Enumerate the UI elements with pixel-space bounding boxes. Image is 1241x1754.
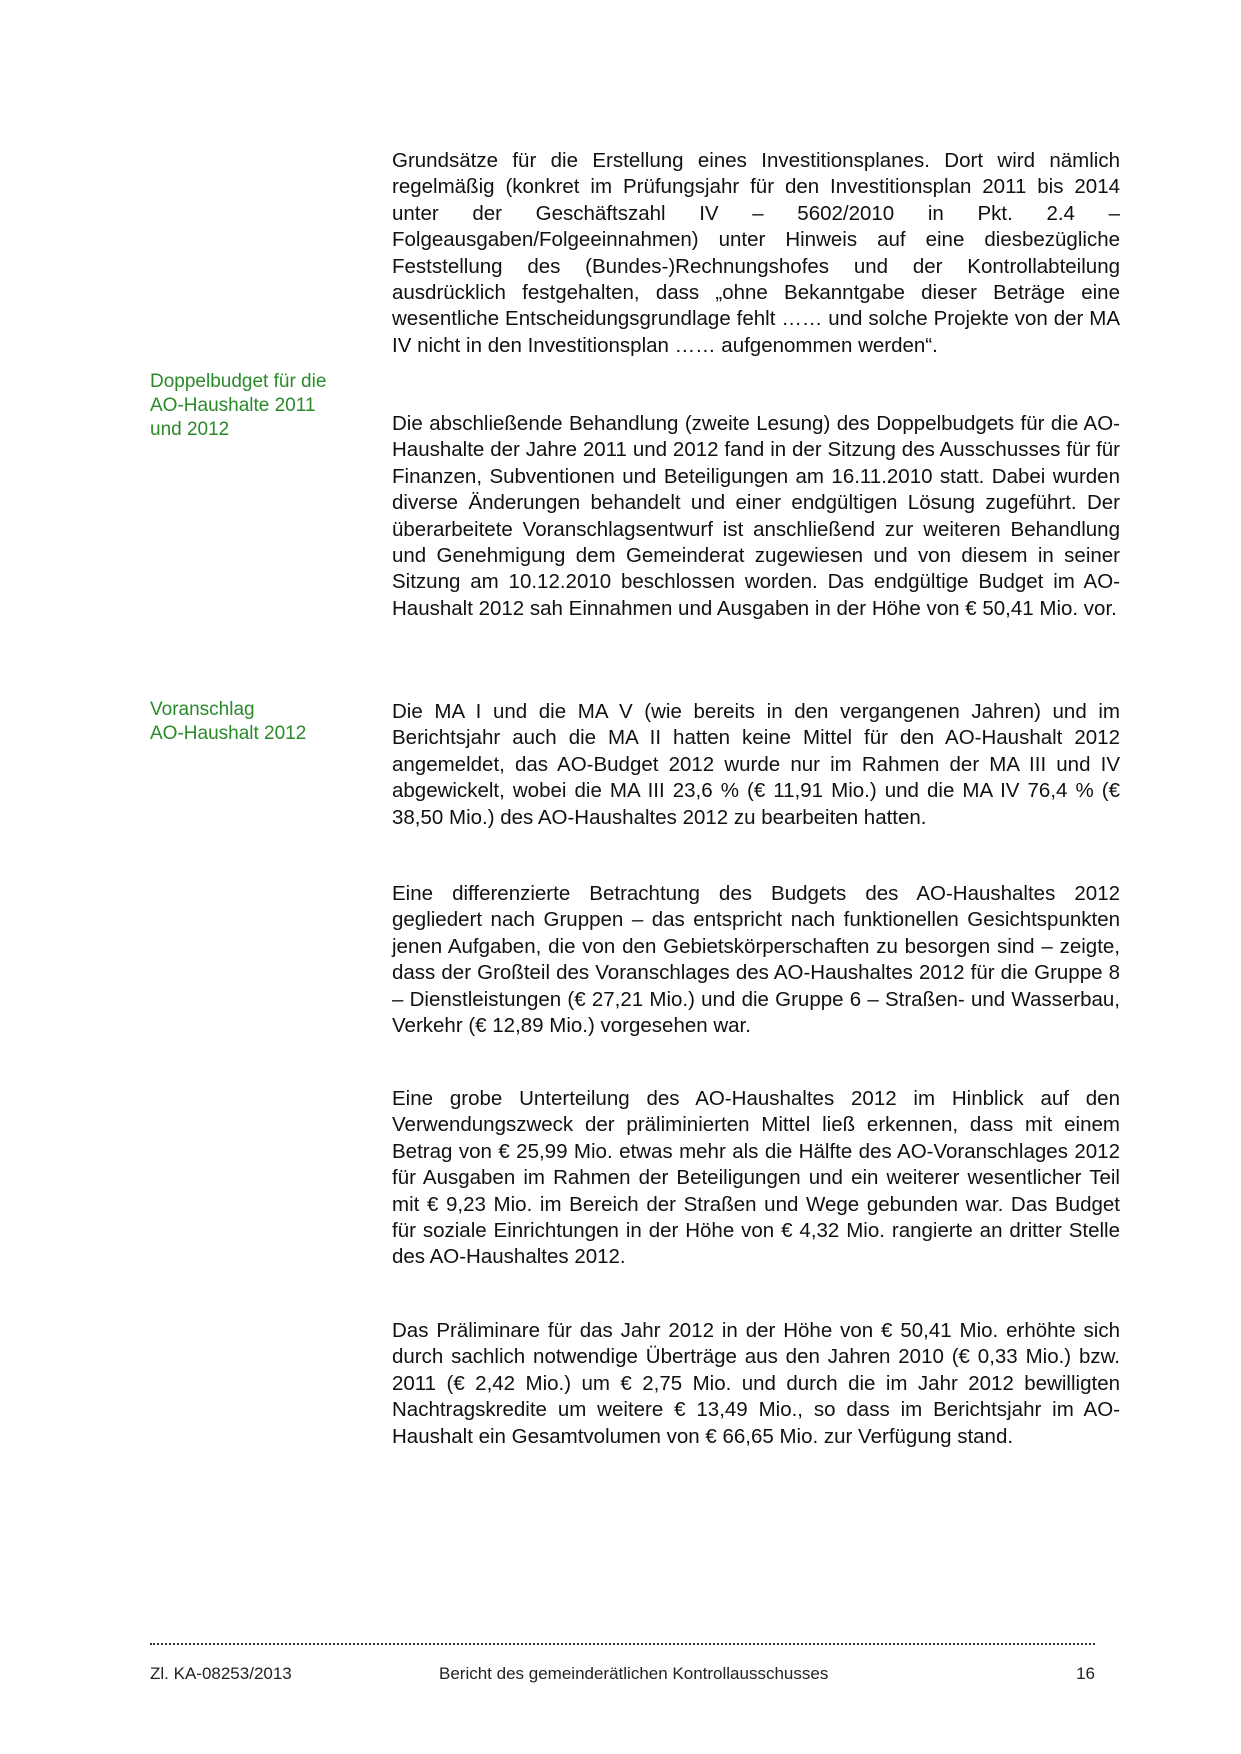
margin-note-doppelbudget bbox=[150, 370, 360, 442]
paragraph-gruppen: Eine differenzierte Betrachtung des Budgets des AO-Haushaltes 2012 gegliedert nach Gruppen – das entspricht nach funktionellen Gesichtspunkten jenen Aufgaben, die von den Gebietskörperschaften zu besorgen sind – zeigte, dass der Großteil des Voranschlages des AO-Haushaltes 2012 für die Gruppe 8 – Dienstleistungen (€ 27,21 Mio.) und die Gruppe 6 – Straßen- und Wasserbau, Verkehr (€ 12,89 Mio.) vorgesehen war. bbox=[392, 882, 1120, 1038]
paragraph-verwendungszweck: Eine grobe Unterteilung des AO-Haushaltes 2012 im Hinblick auf den Verwendungszweck der präliminierten Mittel ließ erkennen, dass mit einem Betrag von € 25,99 Mio. etwas mehr als die Hälfte des AO-Voranschlages 2012 für Ausgaben im Rahmen der Beteiligungen und ein weiterer wesentlicher Teil mit € 9,23 Mio. im Bereich der Straßen und Wege gebunden war. Das Budget für soziale Einrichtungen in der Höhe von € 4,32 Mio. rangierte an dritter Stelle des AO-Haushaltes 2012. bbox=[392, 1087, 1120, 1269]
page-number: 16 bbox=[1076, 1664, 1095, 1683]
paragraph-investitionsplan: Grundsätze für die Erstellung eines Investitionsplanes. Dort wird nämlich regelmäßig (konkret im Prüfungsjahr für den Investitionsplan 2011 bis 2014 unter der Geschäftszahl IV – 5602/2010 in Pkt. 2.4 – Folgeausgaben/Folgeeinnahmen) unter Hinweis auf eine diesbezügliche Feststellung des (Bundes-)Rechnungshofes und der Kontrollabteilung ausdrücklich festgehalten, dass „ohne Bekanntgabe dieser Beträge eine wesentliche Entscheidungsgrundlage fehlt …… und solche Projekte von der MA IV nicht in den Investitionsplan …… aufgenommen werden“. bbox=[392, 149, 1120, 357]
footer-divider bbox=[150, 1643, 1095, 1645]
paragraph-praeliminare: Das Präliminare für das Jahr 2012 in der Höhe von € 50,41 Mio. erhöhte sich durch sachlich notwendige Überträge aus den Jahren 2010 (€ 0,33 Mio.) bzw. 2011 (€ 2,42 Mio.) um € 2,75 Mio. und durch die im Jahr 2012 bewilligten Nachtragskredite um weitere € 13,49 Mio., so dass im Berichtsjahr im AO-Haushalt ein Gesamtvolumen von € 66,65 Mio. zur Verfügung stand. bbox=[392, 1319, 1120, 1448]
margin-note-line: Doppelbudget für die bbox=[150, 371, 327, 392]
paragraph-doppelbudget: Die abschließende Behandlung (zweite Lesung) des Doppelbudgets für die AO-Haushalte der Jahre 2011 und 2012 fand in der Sitzung des Ausschusses für für Finanzen, Subventionen und Beteiligungen am 16.11.2010 statt. Dabei wurden diverse Änderungen behandelt und einer endgültigen Lösung zugeführt. Der überarbeitete Voranschlagsentwurf ist anschließend zur weiteren Behandlung und Genehmigung dem Gemeinderat zugewiesen und von diesem in seiner Sitzung am 10.12.2010 beschlossen worden. Das endgültige Budget im AO-Haushalt 2012 sah Einnahmen und Ausgaben in der Höhe von € 50,41 Mio. vor. bbox=[392, 412, 1120, 620]
footer-title: Bericht des gemeinderätlichen Kontrollausschusses bbox=[439, 1664, 829, 1683]
margin-note-line: und 2012 bbox=[150, 419, 230, 440]
paragraph-voranschlag: Die MA I und die MA V (wie bereits in den vergangenen Jahren) und im Berichtsjahr auch die MA II hatten keine Mittel für den AO-Haushalt 2012 angemeldet, das AO-Budget 2012 wurde nur im Rahmen der MA III und IV abgewickelt, wobei die MA III 23,6 % (€ 11,91 Mio.) und die MA IV 76,4 % (€ 38,50 Mio.) des AO-Haushaltes 2012 zu bearbeiten hatten. bbox=[392, 700, 1120, 829]
margin-note-voranschlag bbox=[150, 698, 360, 746]
margin-note-line: AO-Haushalte 2011 bbox=[150, 395, 316, 416]
margin-note-line: Voranschlag bbox=[150, 699, 255, 720]
margin-note-line: AO-Haushalt 2012 bbox=[150, 723, 307, 744]
footer-reference: Zl. KA-08253/2013 bbox=[150, 1664, 292, 1683]
